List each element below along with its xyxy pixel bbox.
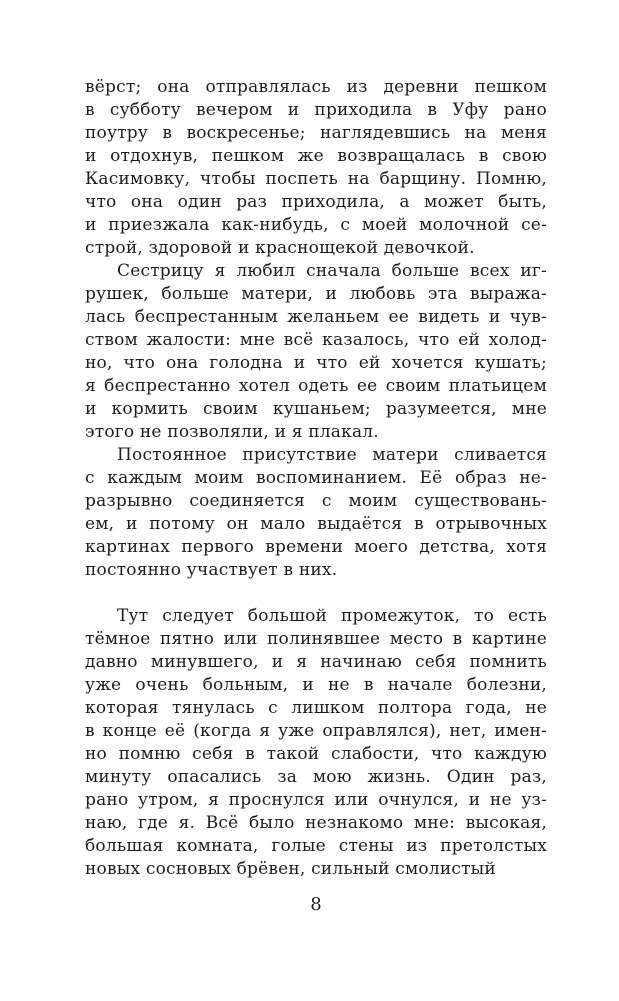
- text-line: строй, здоровой и краснощекой девочкой.: [85, 238, 475, 258]
- text-line: рушек, больше матери, и любовь эта выража-: [85, 284, 547, 304]
- paragraph: [85, 76, 547, 260]
- text-line: Сестрицу я любил сначала больше всех иг-: [117, 261, 547, 281]
- text-line: ем, и потому он мало выдаётся в отрывочных: [85, 514, 547, 534]
- text-line: и приезжала как-нибудь, с моей молочной се-: [85, 215, 547, 235]
- text-column: [85, 76, 547, 881]
- paragraph: [85, 260, 547, 444]
- text-line: большая комната, голые стены из претолстых: [85, 836, 547, 856]
- text-line: в конце её (когда я уже оправлялся), нет, имен-: [85, 721, 547, 741]
- text-line: я беспрестанно хотел одеть ее своим платьицем: [85, 376, 547, 396]
- text-line: что она один раз приходила, а может быть,: [85, 192, 547, 212]
- text-line: новых сосновых брёвен, сильный смолистый: [85, 859, 496, 879]
- text-line: вёрст; она отправлялась из деревни пешком: [85, 77, 547, 97]
- text-line: но помню себя в такой слабости, что каждую: [85, 744, 547, 764]
- text-line: ством жалости: мне всё казалось, что ей холод-: [85, 330, 547, 350]
- text-line: но, что она голодна и что ей хочется кушать;: [85, 353, 547, 373]
- text-line: Касимовку, чтобы поспеть на барщину. Помню,: [85, 169, 547, 189]
- text-line: в субботу вечером и приходила в Уфу рано: [85, 100, 547, 120]
- text-line: наю, где я. Всё было незнакомо мне: высокая,: [85, 813, 547, 833]
- text-line: Постоянное присутствие матери сливается: [117, 445, 547, 465]
- text-line: лась беспрестанным желаньем ее видеть и чув-: [85, 307, 547, 327]
- text-line: постоянно участвует в них.: [85, 560, 338, 580]
- text-line: и отдохнув, пешком же возвращалась в свою: [85, 146, 547, 166]
- text-line: которая тянулась с лишком полтора года, не: [85, 698, 547, 718]
- text-line: разрывно соединяется с моим существовань-: [85, 491, 547, 511]
- text-line: с каждым моим воспоминанием. Её образ не-: [85, 468, 547, 488]
- text-line: картинах первого времени моего детства, хотя: [85, 537, 547, 557]
- paragraph: [85, 444, 547, 582]
- text-line: Тут следует большой промежуток, то есть: [117, 606, 547, 626]
- text-line: рано утром, я проснулся или очнулся, и не уз-: [85, 790, 547, 810]
- text-line: тёмное пятно или полинявшее место в картине: [85, 629, 547, 649]
- text-line: минуту опасались за мою жизнь. Один раз,: [85, 767, 547, 787]
- text-line: уже очень больным, и не в начале болезни,: [85, 675, 547, 695]
- paragraph: [85, 605, 547, 881]
- page-number: 8: [310, 894, 322, 915]
- text-line: этого не позволяли, и я плакал.: [85, 422, 379, 442]
- text-line: поутру в воскресенье; наглядевшись на меня: [85, 123, 547, 143]
- text-line: и кормить своим кушаньем; разумеется, мне: [85, 399, 547, 419]
- text-line: давно минувшего, и я начинаю себя помнить: [85, 652, 547, 672]
